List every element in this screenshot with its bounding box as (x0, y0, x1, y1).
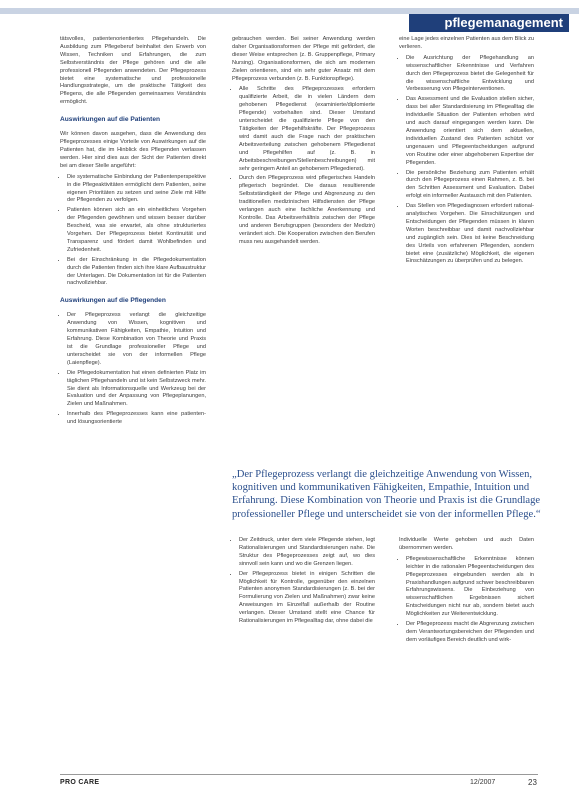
section-heading: Auswirkungen auf die Patienten (60, 116, 161, 124)
page-number: 23 (528, 778, 537, 787)
paragraph: eine Lage jedes einzelnen Patienten aus dem Blick zu verlieren. (399, 36, 534, 50)
paragraph: Individuelle Werte gehoben und auch Daten übernommen werden. (399, 537, 534, 551)
list-item: • Der Zeitdruck, unter dem viele Pflegende stehen, legt Rationalisierungen und Standardisierungen nahe. Die Struktur des Pflegeprozesses zeigt auf, wo dies sinnvoll sein kann und wo die Grenzen liegen. (239, 537, 375, 569)
list-item: • Die Ausrichtung der Pflegehandlung an wissenschaftlicher Erkenntnisse und Verfahren durch den Pflegeprozess bietet die Gelegenheit für die wissenschaftliche Entwicklung und Verbesserung von Pflegeinterventionen. (406, 55, 534, 95)
list-item: • Patienten können sich an ein einheitliches Vorgehen der Pflegenden gewöhnen und wissen besser darüber Bescheid, was sie erwartet, als ohne strukturiertes Vorgehen. Der Pflegeprozess bietet Kontinuität und Transparenz und fördert damit Wohlbefinden und Zufriedenheit. (67, 207, 206, 254)
section-title: pflegemanagement (409, 14, 569, 32)
page-footer (0, 774, 579, 808)
page-header (0, 0, 579, 32)
list-item: • Die systematische Einbindung der Patientenperspektive in die Pflegeaktivitäten ermöglicht dem Patienten, seine eigenen Prioritäten zu setzen und seine Ziele mit Hilfe der Pflegenden zu verfolgen. (67, 174, 206, 206)
paragraph: gebrauchen werden. Bei seiner Anwendung werden daher Organisationsformen der Pflege mit gefördert, die dieser Weise entsprechen (z. B. Gruppenpflege, Primary Nursing). Organisationsformen, die sich am modernen Zielen orientieren, sind ein sehr guter Ansatz mit dem Pflegeprozess verbunden (z. B. Funktionspflege). (232, 36, 375, 82)
footer-rule (60, 774, 538, 775)
paragraph: tätsvolles, patientenorientiertes Pflegehandeln. Die Ausbildung zum Pflegeberuf beinhaltet den Erwerb von Wissen, Techniken und Erfahrungen, die zum Selbstverständnis der Pflege gehören und die alle professionell Pflegenden anwendeten. Der Pflegeprozess bietet eine systematische und professionelle Handlungsstrategie, um die praktische Tätigkeit des Pflegens, die alle Pflegenden gemeinsames Verständnis ermöglicht. (60, 36, 206, 106)
bullet-list (60, 174, 206, 289)
column-1 (60, 36, 206, 429)
list-item: • Das Stellen von Pflegediagnosen erfordert rational-analytisches Vorgehen. Die Einschätzungen und Entscheidungen der Pflegenden müssen in klaren Worten beschreibbar und damit nachvollziehbar und zugänglich sein. Dies ist keine Beschneidung des Urteils von erfahrenen Pflegenden, sondern bietet eine (zusätzliche) Möglichkeit, die eigenen Einschätzungen zu überprüfen und zu belegen. (406, 203, 534, 266)
bullet-list (232, 86, 375, 246)
column-2 (232, 36, 375, 249)
pull-quote: „Der Pflegeprozess verlangt die gleichzeitige Anwendung von Wissen, kognitiven und kommunikativen Fähigkeiten, Empathie, Intuition und Erfahrung. Diese Kombination von Theorie und Praxis ist die Grundlage professioneller Pflege und unterscheidet sie von der informellen Pflege.“ (232, 469, 541, 520)
bullet-list (232, 537, 375, 626)
list-item: • Durch den Pflegeprozess wird pflegerisches Handeln pflegerisch begründet. Die daraus resultierende Selbstständigkeit der Pflege und Abgrenzung zu den traditionellen medizinischen Hilfsdiensten der Pflege verlangen auch eine fachliche Anerkennung und Kontrolle. Das Arbeitsverhältnis zwischen der Pflege und anderen Berufsgruppen (besonders der Medizin) verändert sich. Die Kooperation zwischen den Berufen muss neu ausgehandelt werden. (239, 175, 375, 246)
paragraph: Wir können davon ausgehen, dass die Anwendung des Pflegeprozesses einige Vorteile von Auswirkungen auf die Patienten hat, die im Hinblick des Pflegenden verlassen werden. Hier sind dies aus der Sicht der Patienten direkt bei am dieser Stelle angeführt: (60, 131, 206, 169)
list-item: • Pflegewissenschaftliche Erkenntnisse können leichter in die rationalen Pflegeentscheidungen des Pflegeprozesses eingebunden werden als in Praxishandlungen aufgrund schwer beschreibbaren Erfahrungswissens. Die Einbeziehung von wissenschaftlichen Ergebnissen sichert Entscheidungen nicht nur ab, sondern bietet auch Möglichkeiten zur Weiterentwicklung. (406, 556, 534, 619)
list-item: • Das Assessment und die Evaluation stellen sicher, dass bei aller Standardisierung im Pflegealltag die individuelle Situation der Patienten erhoben wird und auch darauf eingegangen werden kann. Die Anwendung orientiert sich dem aktuellen, individuellen Zustand des Patienten schützt vor ungenauen und Pflegeentscheidungen aufgrund von Routine oder einer abgehobenen Expertise der Pflegenden. (406, 96, 534, 167)
bullet-list (60, 312, 206, 427)
list-item: • Der Pflegeprozess bietet in einigen Schritten die Möglichkeit für Kontrolle, gegenüber den einzelnen Patienten anonymen Standardisierungen (z. B. bei der Formulierung von Zielen und Maßnahmen) zwar keine Anweisungen im Einzelfall außerhalb der Routine verlangen. Dieser Umstand stellt eine Chance für Rationalisierungen im Pflegealltag dar, ohne dabei die (239, 571, 375, 626)
list-item: • Innerhalb des Pflegeprozesses kann eine patienten- und lösungsorientierte (67, 411, 206, 427)
issue-date: 12/2007 (470, 779, 496, 786)
list-item: • Bei der Einschränkung in die Pflegedokumentation durch die Patienten finden sich ihre klare Aufbaustruktur der Unterlagen. Die Dokumentation ist für die Patienten nachvollziehbar. (67, 257, 206, 289)
column-3 (399, 36, 534, 268)
list-item: • Die Pflegedokumentation hat einen definierten Platz im täglichen Pflegehandeln und ist kein Selbstzweck mehr. Sie dient als Informationsquelle und Werkzeug bei der Evaluation und der Anpassung von Pflegeplanungen, Zielen und Maßnahmen. (67, 370, 206, 410)
list-item: • Der Pflegeprozess macht die Abgrenzung zwischen dem Verantwortungsbereichen der Pflegenden und dem vorläufiges Bereich deutlich und wirk- (406, 621, 534, 645)
bullet-list (399, 556, 534, 645)
bullet-list (399, 55, 534, 267)
section-heading: Auswirkungen auf die Pflegenden (60, 297, 166, 305)
magazine-name: PRO CARE (60, 779, 100, 786)
list-item: • Der Pflegeprozess verlangt die gleichzeitige Anwendung von Wissen, kognitiven und kommunikativen Fähigkeiten, Empathie, Intuition und Erfahrung. Diese Kombination von Theorie und Praxis ist die Grundlage professioneller Pflege und unterscheidet sie von der informellen Pflege (Laienpflege). (67, 312, 206, 367)
column-2-lower (232, 537, 375, 628)
column-3-lower (399, 537, 534, 647)
list-item: • Die persönliche Beziehung zum Patienten erhält durch den Pflegeprozess einen Rahmen, z. B. bei den Schritten Assessment und Evaluation. Dabei erfolgt ein informeller Austausch mit den Patienten. (406, 170, 534, 202)
list-item: • Alle Schritte des Pflegeprozesses erfordern qualifizierte Arbeit, die in vielen Ländern dem gehobenen Pflegedienst (examinierte/diplomierte Pflegende) vorbehalten sind. Dieser Umstand unterscheidet die qualifizierte Pflege von den Tätigkeiten der Pflegehilfskräfte. Der Pflegeprozess wird damit auch die Frage nach der praktischen Arbeitsverteilung zwischen gehobenem Pflegedienst und Pflegehilfen auf (z. B. in Arbeitsbeschreibungen/Stellenbeschreibungen) mit sehr geringem Anteil an gehobenem Pflegedienst). (239, 86, 375, 173)
